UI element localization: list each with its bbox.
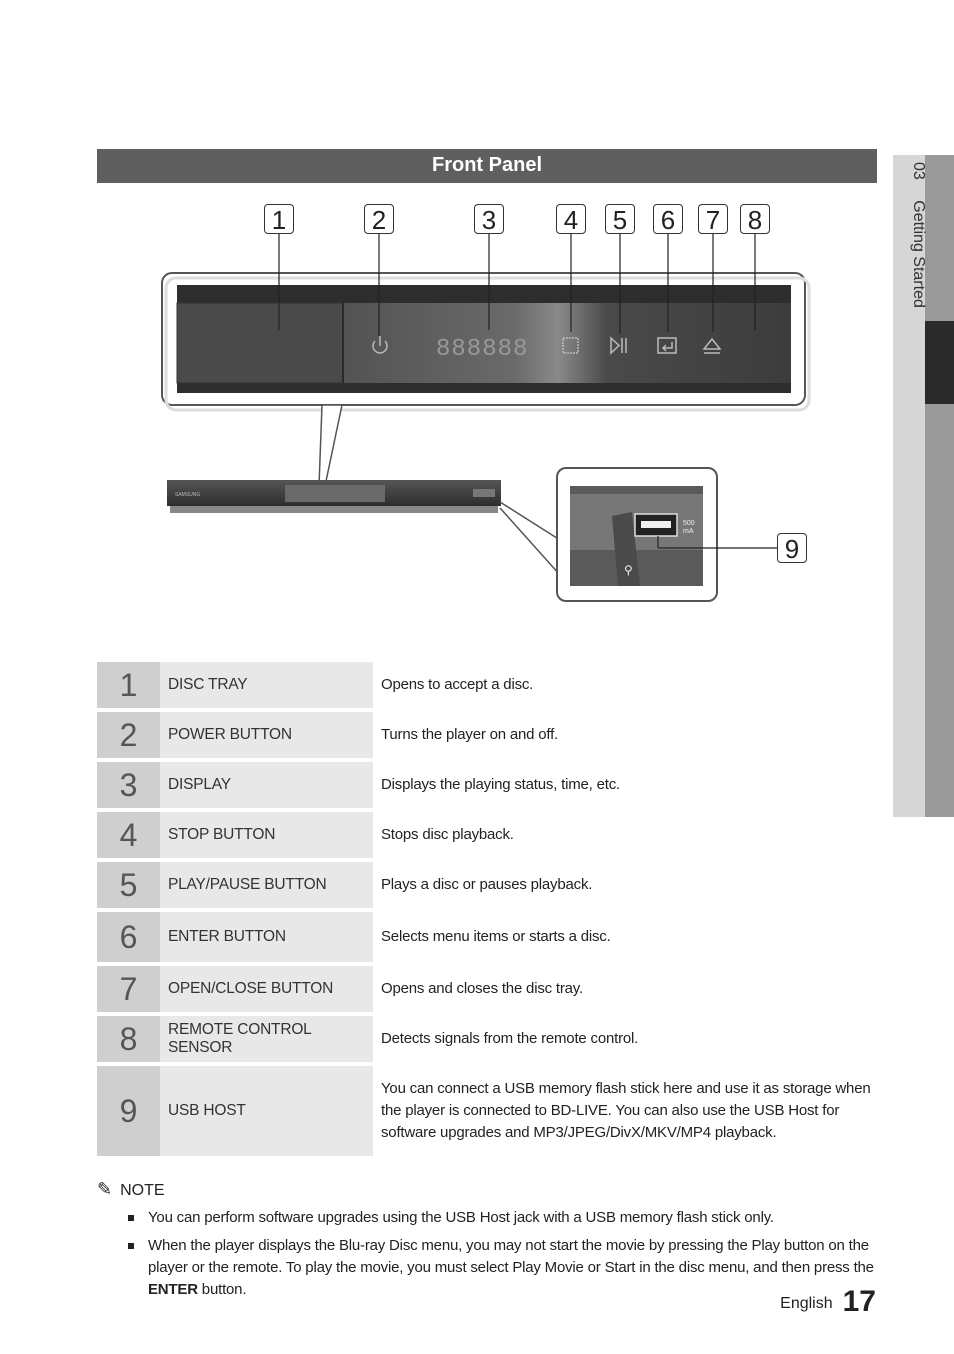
callout-1: 1 (264, 204, 294, 234)
brand-logo: SAMSUNG (175, 492, 201, 498)
item-name: DISPLAY (160, 762, 373, 808)
table-row (97, 812, 877, 858)
item-description: Stops disc playback. (381, 826, 514, 843)
note-item (128, 1207, 878, 1229)
table-row (97, 862, 877, 908)
callout-6: 6 (653, 204, 683, 234)
note-item (128, 1235, 878, 1301)
page-number: 17 (842, 1285, 876, 1318)
front-panel-diagram (0, 0, 954, 640)
item-description: Turns the player on and off. (381, 726, 559, 743)
usb-icon: ⚲ (624, 563, 633, 577)
usb-rating-value: 500 (683, 520, 695, 527)
table-row (97, 762, 877, 808)
item-name: REMOTE CONTROL SENSOR (160, 1016, 373, 1062)
callout-2: 2 (364, 204, 394, 234)
callout-8: 8 (740, 204, 770, 234)
item-number: 4 (97, 812, 160, 858)
item-description: Selects menu items or starts a disc. (381, 928, 611, 945)
item-name: POWER BUTTON (160, 712, 373, 758)
callout-5: 5 (605, 204, 635, 234)
callout-4: 4 (556, 204, 586, 234)
callout-9: 9 (777, 533, 807, 563)
note-text: You can perform software upgrades using the USB Host jack with a USB memory flash stick only. (148, 1209, 774, 1226)
table-row (97, 1066, 877, 1156)
item-number: 6 (97, 912, 160, 962)
item-number: 9 (97, 1066, 160, 1156)
pencil-icon: ✎ (97, 1179, 113, 1199)
item-description: Displays the playing status, time, etc. (381, 776, 620, 793)
item-number: 2 (97, 712, 160, 758)
item-name: STOP BUTTON (160, 812, 373, 858)
usb-rating-unit: mA (683, 528, 694, 535)
item-name: DISC TRAY (160, 662, 373, 708)
item-name: USB HOST (160, 1066, 373, 1156)
item-description: Opens to accept a disc. (381, 676, 534, 693)
note-emphasis: ENTER (148, 1281, 198, 1298)
chapter-title: Getting Started (910, 200, 927, 308)
item-number: 7 (97, 966, 160, 1012)
item-description: Opens and closes the disc tray. (381, 980, 583, 997)
item-number: 1 (97, 662, 160, 708)
note-heading (97, 1179, 165, 1200)
item-number: 8 (97, 1016, 160, 1062)
note-text: When the player displays the Blu-ray Disc menu, you may not start the movie by pressing the Play button on the player or the remote. To play the movie, you must select Play Movie or Start in the disc menu, and then press the (148, 1237, 874, 1276)
display-digits: 888888 (436, 336, 529, 363)
item-number: 3 (97, 762, 160, 808)
item-description: Detects signals from the remote control. (381, 1030, 639, 1047)
item-name: PLAY/PAUSE BUTTON (160, 862, 373, 908)
front-panel-table (97, 658, 877, 1160)
section-title: Front Panel (97, 149, 877, 183)
page-footer (780, 1285, 876, 1319)
note-label: NOTE (120, 1182, 165, 1199)
callout-3: 3 (474, 204, 504, 234)
note-list (128, 1207, 878, 1307)
player-body (167, 480, 501, 513)
item-number: 5 (97, 862, 160, 908)
table-row (97, 966, 877, 1012)
table-row (97, 1016, 877, 1062)
footer-language: English (780, 1295, 833, 1312)
item-description: You can connect a USB memory flash stick here and use it as storage when the player is connected to BD-LIVE. You can also use the USB Host for software upgrades and MP3/JPEG/DivX/MKV/MP4 playback. (381, 1080, 871, 1141)
table-row (97, 912, 877, 962)
item-name: OPEN/CLOSE BUTTON (160, 966, 373, 1012)
table-row (97, 712, 877, 758)
callout-7: 7 (698, 204, 728, 234)
note-text-end: button. (197, 1281, 247, 1298)
table-row (97, 662, 877, 708)
item-name: ENTER BUTTON (160, 912, 373, 962)
item-description: Plays a disc or pauses playback. (381, 876, 593, 893)
chapter-number: 03 (910, 162, 927, 180)
